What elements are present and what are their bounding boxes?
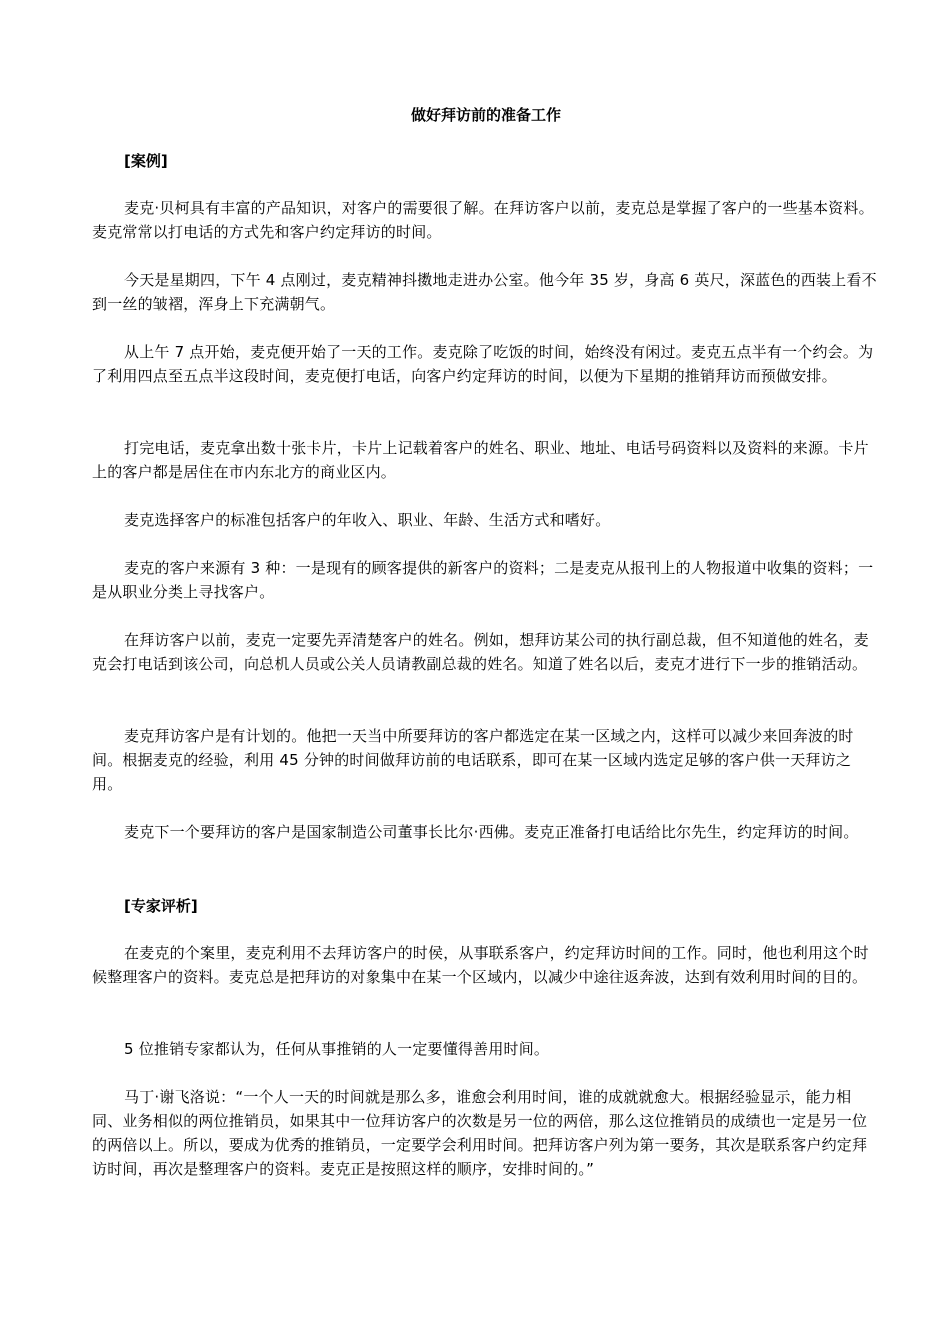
case-paragraph-8: 麦克拜访客户是有计划的。他把一天当中所要拜访的客户都选定在某一区域之内，这样可以减少来回奔波的时间。根据麦克的经验，利用 45 分钟的时间做拜访前的电话联系，即可在某一区域内选定足够的客户供一天拜访之用。 — [92, 727, 854, 793]
document-title: 做好拜访前的准备工作 — [410, 106, 561, 124]
case-paragraph-6: 麦克的客户来源有 3 种：一是现有的顾客提供的新客户的资料；二是麦克从报刊上的人物报道中收集的资料；一是从职业分类上寻找客户。 — [92, 559, 874, 601]
analysis-paragraph-2: 5 位推销专家都认为，任何从事推销的人一定要懂得善用时间。 — [124, 1040, 550, 1058]
analysis-paragraph-3: 马丁·谢飞洛说：“一个人一天的时间就是那么多，谁愈会利用时间，谁的成就就愈大。根据经验显示，能力相同、业务相似的两位推销员，如果其中一位拜访客户的次数是另一位的两倍，那么这位推销员的成绩也一定是另一位的两倍以上。所以，要成为优秀的推销员，一定要学会利用时间。把拜访客户列为第一要务，其次是联系客户约定拜访时间，再次是整理客户的资料。麦克正是按照这样的顺序，安排时间的。” — [92, 1088, 868, 1178]
case-paragraph-9: 麦克下一个要拜访的客户是国家制造公司董事长比尔·西佛。麦克正准备打电话给比尔先生，约定拜访的时间。 — [124, 823, 859, 841]
case-paragraph-5: 麦克选择客户的标准包括客户的年收入、职业、年龄、生活方式和嗜好。 — [124, 511, 611, 529]
case-heading: [案例] — [124, 152, 168, 170]
case-paragraph-3: 从上午 7 点开始，麦克便开始了一天的工作。麦克除了吃饭的时间，始终没有闲过。麦克五点半有一个约会。为了利用四点至五点半这段时间，麦克便打电话，向客户约定拜访的时间，以便为下星期的推销拜访而预做安排。 — [92, 343, 874, 385]
case-paragraph-7: 在拜访客户以前，麦克一定要先弄清楚客户的姓名。例如，想拜访某公司的执行副总裁，但不知道他的姓名，麦克会打电话到该公司，向总机人员或公关人员请教副总裁的姓名。知道了姓名以后，麦克才进行下一步的推销活动。 — [92, 631, 869, 673]
case-paragraph-1: 麦克·贝柯具有丰富的产品知识，对客户的需要很了解。在拜访客户以前，麦克总是掌握了客户的一些基本资料。麦克常常以打电话的方式先和客户约定拜访的时间。 — [92, 199, 874, 241]
analysis-paragraph-1: 在麦克的个案里，麦克利用不去拜访客户的时侯，从事联系客户，约定拜访时间的工作。同时，他也利用这个时候整理客户的资料。麦克总是把拜访的对象集中在某一个区域内，以减少中途往返奔波，达到有效利用时间的目的。 — [92, 944, 869, 986]
analysis-heading: [专家评析] — [124, 897, 198, 915]
case-paragraph-4: 打完电话，麦克拿出数十张卡片，卡片上记载着客户的姓名、职业、地址、电话号码资料以及资料的来源。卡片上的客户都是居住在市内东北方的商业区内。 — [92, 439, 869, 481]
case-paragraph-2: 今天是星期四，下午 4 点刚过，麦克精神抖擞地走进办公室。他今年 35 岁，身高 6 英尺，深蓝色的西装上看不到一丝的皱褶，浑身上下充满朝气。 — [92, 271, 877, 313]
